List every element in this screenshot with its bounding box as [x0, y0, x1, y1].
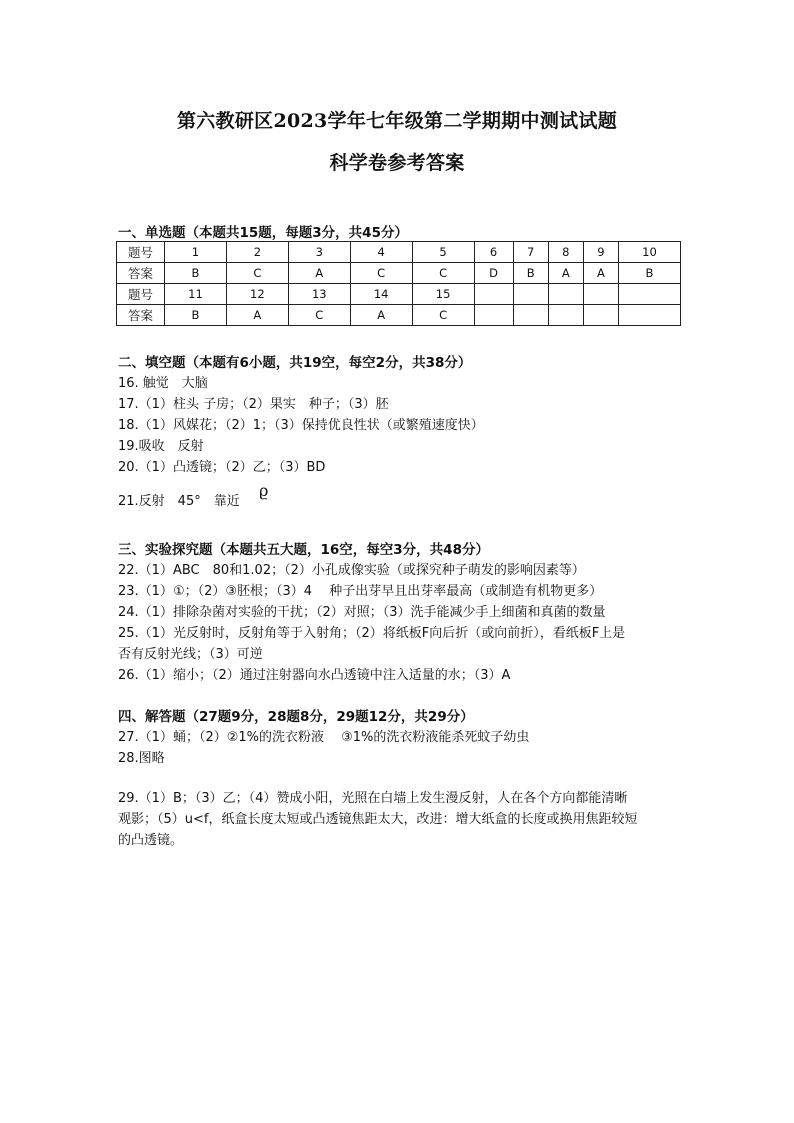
empty-cell	[618, 284, 680, 305]
answer-line-25-cont: 否有反射光线；（3）可逆	[118, 647, 263, 662]
answer-line-29-end: 的凸透镜。	[118, 833, 184, 848]
answer-cell: C	[412, 263, 474, 284]
question-number-cell: 2	[226, 242, 288, 263]
answer-cell: A	[583, 263, 618, 284]
empty-cell	[548, 305, 583, 326]
question-number-cell: 10	[618, 242, 680, 263]
answer-cell: B	[513, 263, 548, 284]
answer-cell: C	[288, 305, 350, 326]
section-1-heading: 一、单选题（本题共15题，每题3分，共45分）	[118, 225, 408, 241]
answer-line-22: 22.（1）ABC 80和1.02；（2）小孔成像实验（或探究种子萌发的影响因素等）	[118, 563, 585, 578]
answer-cell: B	[618, 263, 680, 284]
answer-line-21: 21.反射 45° 靠近	[118, 494, 240, 509]
answer-line-29: 29.（1）B；（3）乙；（4）赞成小阳，光照在白墙上发生漫反射，人在各个方向都能清晰	[118, 791, 628, 806]
answer-line-26: 26.（1）缩小；（2）通过注射器向水凸透镜中注入适量的水；（3）A	[118, 668, 511, 683]
answer-line-23: 23.（1）①；（2）③胚根；（3）4 种子出芽早且出芽率最高（或制造有机物更多）	[118, 584, 603, 599]
question-number-cell: 13	[288, 284, 350, 305]
row-label: 题号	[117, 284, 165, 305]
question-number-cell: 8	[548, 242, 583, 263]
document-subtitle: 科学卷参考答案	[329, 152, 465, 174]
empty-cell	[548, 284, 583, 305]
stray-mark-glyph: ϱ	[259, 481, 269, 500]
answer-line-19: 19.吸收 反射	[118, 439, 204, 454]
answer-cell: A	[226, 305, 288, 326]
empty-cell	[474, 305, 513, 326]
question-number-cell: 4	[350, 242, 412, 263]
answer-line-28: 28.图略	[118, 751, 165, 766]
table-row	[117, 305, 681, 326]
empty-cell	[583, 284, 618, 305]
answer-line-27: 27.（1）蛹；（2）②1%的洗衣粉液 ③1%的洗衣粉液能杀死蚊子幼虫	[118, 730, 530, 745]
question-number-cell: 9	[583, 242, 618, 263]
section-4-heading: 四、解答题（27题9分，28题8分，29题12分，共29分）	[118, 709, 474, 725]
answer-cell: C	[226, 263, 288, 284]
answer-line-24: 24.（1）排除杂菌对实验的干扰；（2）对照；（3）洗手能减少手上细菌和真菌的数量	[118, 605, 606, 620]
answer-cell: D	[474, 263, 513, 284]
question-number-cell: 6	[474, 242, 513, 263]
table-row	[117, 284, 681, 305]
answer-cell: C	[412, 305, 474, 326]
empty-cell	[513, 284, 548, 305]
question-number-cell: 3	[288, 242, 350, 263]
section-2-heading: 二、填空题（本题有6小题，共19空，每空2分，共38分）	[118, 355, 472, 371]
table-row	[117, 263, 681, 284]
row-label: 答案	[117, 305, 165, 326]
answer-line-25: 25.（1）光反射时，反射角等于入射角；（2）将纸板F向后折（或向前折），看纸板F上是	[118, 626, 626, 641]
answer-cell: B	[165, 305, 227, 326]
question-number-cell: 7	[513, 242, 548, 263]
answer-line-29-cont: 观影；（5）u<f，纸盒长度太短或凸透镜焦距太大，改进：增大纸盒的长度或换用焦距较短	[118, 812, 638, 827]
answer-line-16: 16. 触觉 大脑	[118, 376, 208, 391]
answer-line-18: 18.（1）风媒花；（2）1；（3）保持优良性状（或繁殖速度快）	[118, 418, 484, 433]
question-number-cell: 5	[412, 242, 474, 263]
question-number-cell: 12	[226, 284, 288, 305]
empty-cell	[513, 305, 548, 326]
answer-cell: B	[165, 263, 227, 284]
answer-line-17: 17.（1）柱头 子房；（2）果实 种子；（3）胚	[118, 397, 389, 412]
answer-cell: A	[548, 263, 583, 284]
question-number-cell: 14	[350, 284, 412, 305]
empty-cell	[583, 305, 618, 326]
section-3-heading: 三、实验探究题（本题共五大题，16空，每空3分，共48分）	[118, 542, 489, 558]
question-number-cell: 11	[165, 284, 227, 305]
table-row	[117, 242, 681, 263]
document-title: 第六教研区2023学年七年级第二学期期中测试试题	[176, 110, 618, 132]
multiple-choice-answer-table	[116, 241, 681, 326]
answer-cell: A	[288, 263, 350, 284]
row-label: 答案	[117, 263, 165, 284]
answer-cell: A	[350, 305, 412, 326]
row-label: 题号	[117, 242, 165, 263]
empty-cell	[618, 305, 680, 326]
empty-cell	[474, 284, 513, 305]
question-number-cell: 1	[165, 242, 227, 263]
answer-line-20: 20.（1）凸透镜；（2）乙；（3）BD	[118, 460, 326, 475]
answer-cell: C	[350, 263, 412, 284]
question-number-cell: 15	[412, 284, 474, 305]
